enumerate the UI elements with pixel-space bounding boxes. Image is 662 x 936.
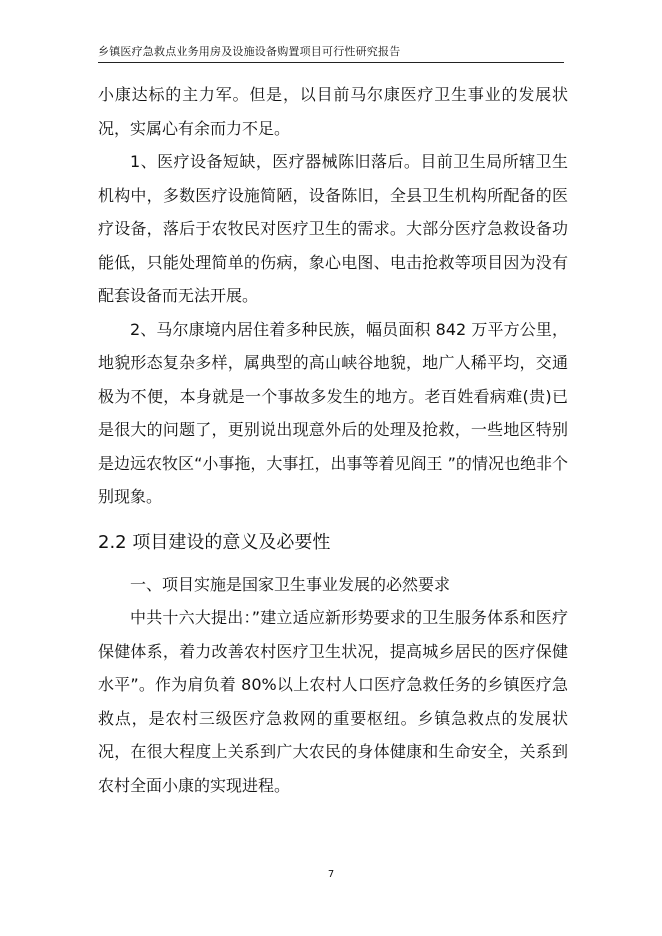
running-header: 乡镇医疗急救点业务用房及设施设备购置项目可行性研究报告	[98, 44, 564, 63]
paragraph-geography: 2、马尔康境内居住着多种民族，幅员面积 842 万平方公里，地貌形态复杂多样，属典型的高山峡谷地貌，地广人稀平均，交通极为不便，本身就是一个事故多发生的地方。老百姓看病难(贵)已是很大的问题了，更别说出现意外后的处理及抢救，一些地区特别是边远农牧区“小事拖，大事扛，出事等着见阎王 ”的情况也绝非个别现象。	[98, 319, 568, 506]
paragraph-policy: 中共十六大提出：”建立适应新形势要求的卫生服务体系和医疗保健体系，着力改善农村医疗卫生状况，提高城乡居民的医疗保健水平”。作为肩负着 80%以上农村人口医疗急救任务的乡镇医疗急救点，是农村三级医疗急救网的重要枢纽。乡镇急救点的发展状况，在很大程度上关系到广大农民的身体健康和生命安全，关系到农村全面小康的实现进程。	[98, 608, 568, 795]
document-body	[98, 78, 568, 802]
paragraph-medical-equipment: 1、医疗设备短缺，医疗器械陈旧落后。目前卫生局所辖卫生机构中，多数医疗设施简陋，设备陈旧，全县卫生机构所配备的医疗设备，落后于农牧民对医疗卫生的需求。大部分医疗急救设备功能低，只能处理简单的伤病，象心电图、电击抢救等项目因为没有配套设备而无法开展。	[98, 152, 568, 305]
subheading: 一、项目实施是国家卫生事业发展的必然要求	[130, 574, 451, 594]
paragraph-continuation: 小康达标的主力军。但是，以目前马尔康医疗卫生事业的发展状况，实属心有余而力不足。	[98, 85, 568, 138]
page-number: 7	[327, 869, 335, 880]
section-heading: 2.2 项目建设的意义及必要性	[98, 531, 331, 553]
